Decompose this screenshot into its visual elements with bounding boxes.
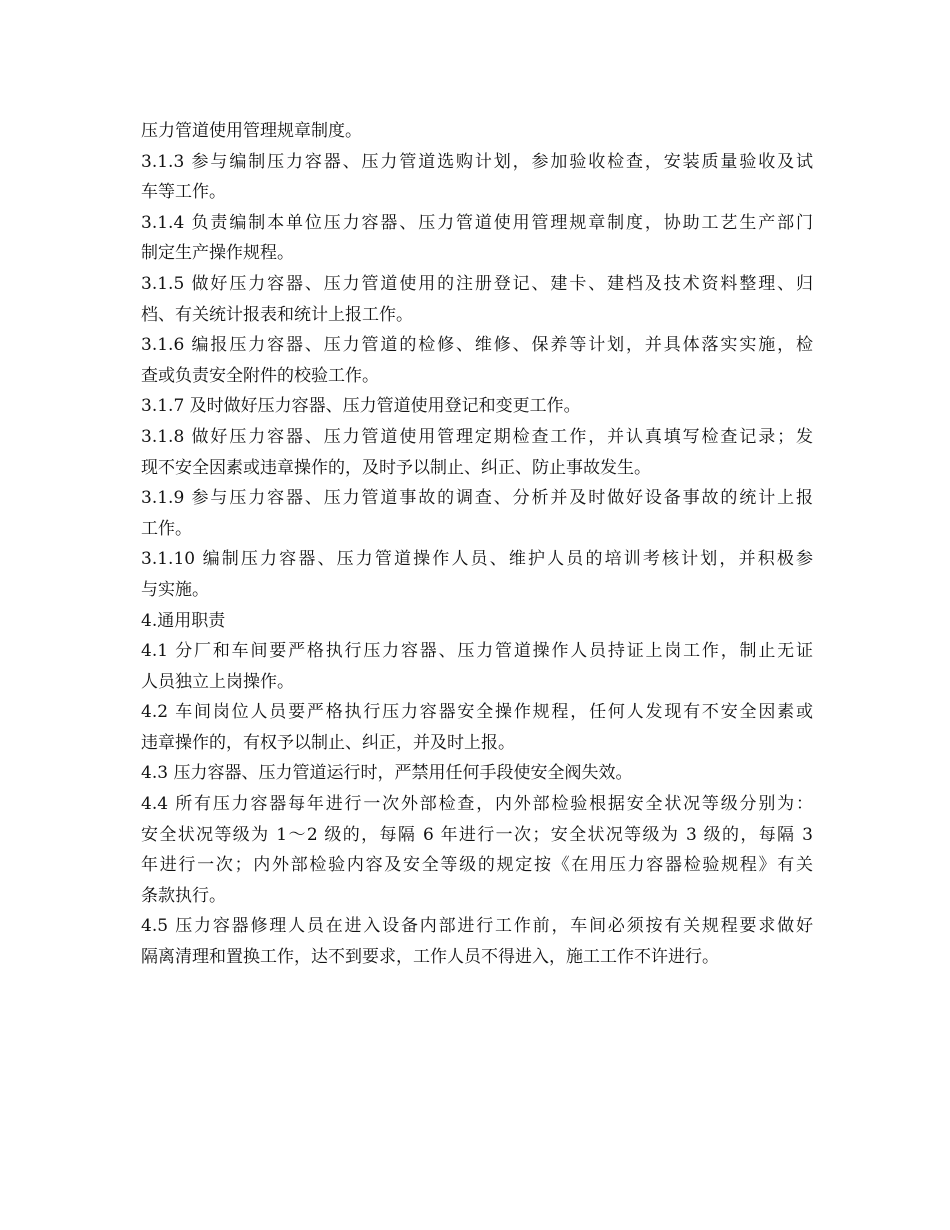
text-line: 3.1.5 做好压力容器、压力管道使用的注册登记、建卡、建档及技术资料整理、归	[141, 273, 813, 294]
text-line: 4.通用职责	[141, 610, 226, 631]
text-line: 4.5 压力容器修理人员在进入设备内部进行工作前，车间必须按有关规程要求做好	[141, 916, 813, 937]
text-line: 3.1.4 负责编制本单位压力容器、压力管道使用管理规章制度，协助工艺生产部门	[141, 212, 813, 233]
document-body	[141, 116, 813, 973]
text-line: 与实施。	[141, 579, 209, 600]
text-line: 4.2 车间岗位人员要严格执行压力容器安全操作规程，任何人发现有不安全因素或	[141, 702, 813, 723]
text-line: 查或负责安全附件的校验工作。	[141, 365, 379, 386]
text-line: 4.1 分厂和车间要严格执行压力容器、压力管道操作人员持证上岗工作，制止无证	[141, 641, 813, 662]
text-line: 3.1.8 做好压力容器、压力管道使用管理定期检查工作，并认真填写检查记录；发	[141, 426, 813, 447]
text-line: 隔离清理和置换工作，达不到要求，工作人员不得进入，施工工作不许进行。	[141, 947, 719, 968]
text-line: 档、有关统计报表和统计上报工作。	[141, 304, 413, 325]
text-line: 条款执行。	[141, 885, 226, 906]
text-line: 3.1.7 及时做好压力容器、压力管道使用登记和变更工作。	[141, 396, 581, 417]
text-line: 压力管道使用管理规章制度。	[141, 121, 362, 141]
text-line: 3.1.9 参与压力容器、压力管道事故的调查、分析并及时做好设备事故的统计上报	[141, 488, 813, 509]
text-line: 安全状况等级为 1～2 级的，每隔 6 年进行一次；安全状况等级为 3 级的，每隔 3	[141, 824, 813, 845]
text-line: 现不安全因素或违章操作的，及时予以制止、纠正、防止事故发生。	[141, 457, 651, 478]
text-line: 4.3 压力容器、压力管道运行时，严禁用任何手段使安全阀失效。	[141, 763, 633, 784]
text-line: 3.1.10 编制压力容器、压力管道操作人员、维护人员的培训考核计划，并积极参	[141, 549, 813, 570]
text-line: 工作。	[141, 518, 192, 539]
text-line: 人员独立上岗操作。	[141, 671, 294, 692]
text-line: 3.1.3 参与编制压力容器、压力管道选购计划，参加验收检查，安装质量验收及试	[141, 151, 813, 172]
text-line: 车等工作。	[141, 182, 226, 203]
text-line: 违章操作的，有权予以制止、纠正，并及时上报。	[141, 732, 515, 753]
text-line: 4.4 所有压力容器每年进行一次外部检查，内外部检验根据安全状况等级分别为：	[141, 794, 813, 815]
text-line: 制定生产操作规程。	[141, 243, 294, 264]
text-line: 3.1.6 编报压力容器、压力管道的检修、维修、保养等计划，并具体落实实施，检	[141, 335, 813, 356]
text-line: 年进行一次；内外部检验内容及安全等级的规定按《在用压力容器检验规程》有关	[141, 855, 813, 876]
